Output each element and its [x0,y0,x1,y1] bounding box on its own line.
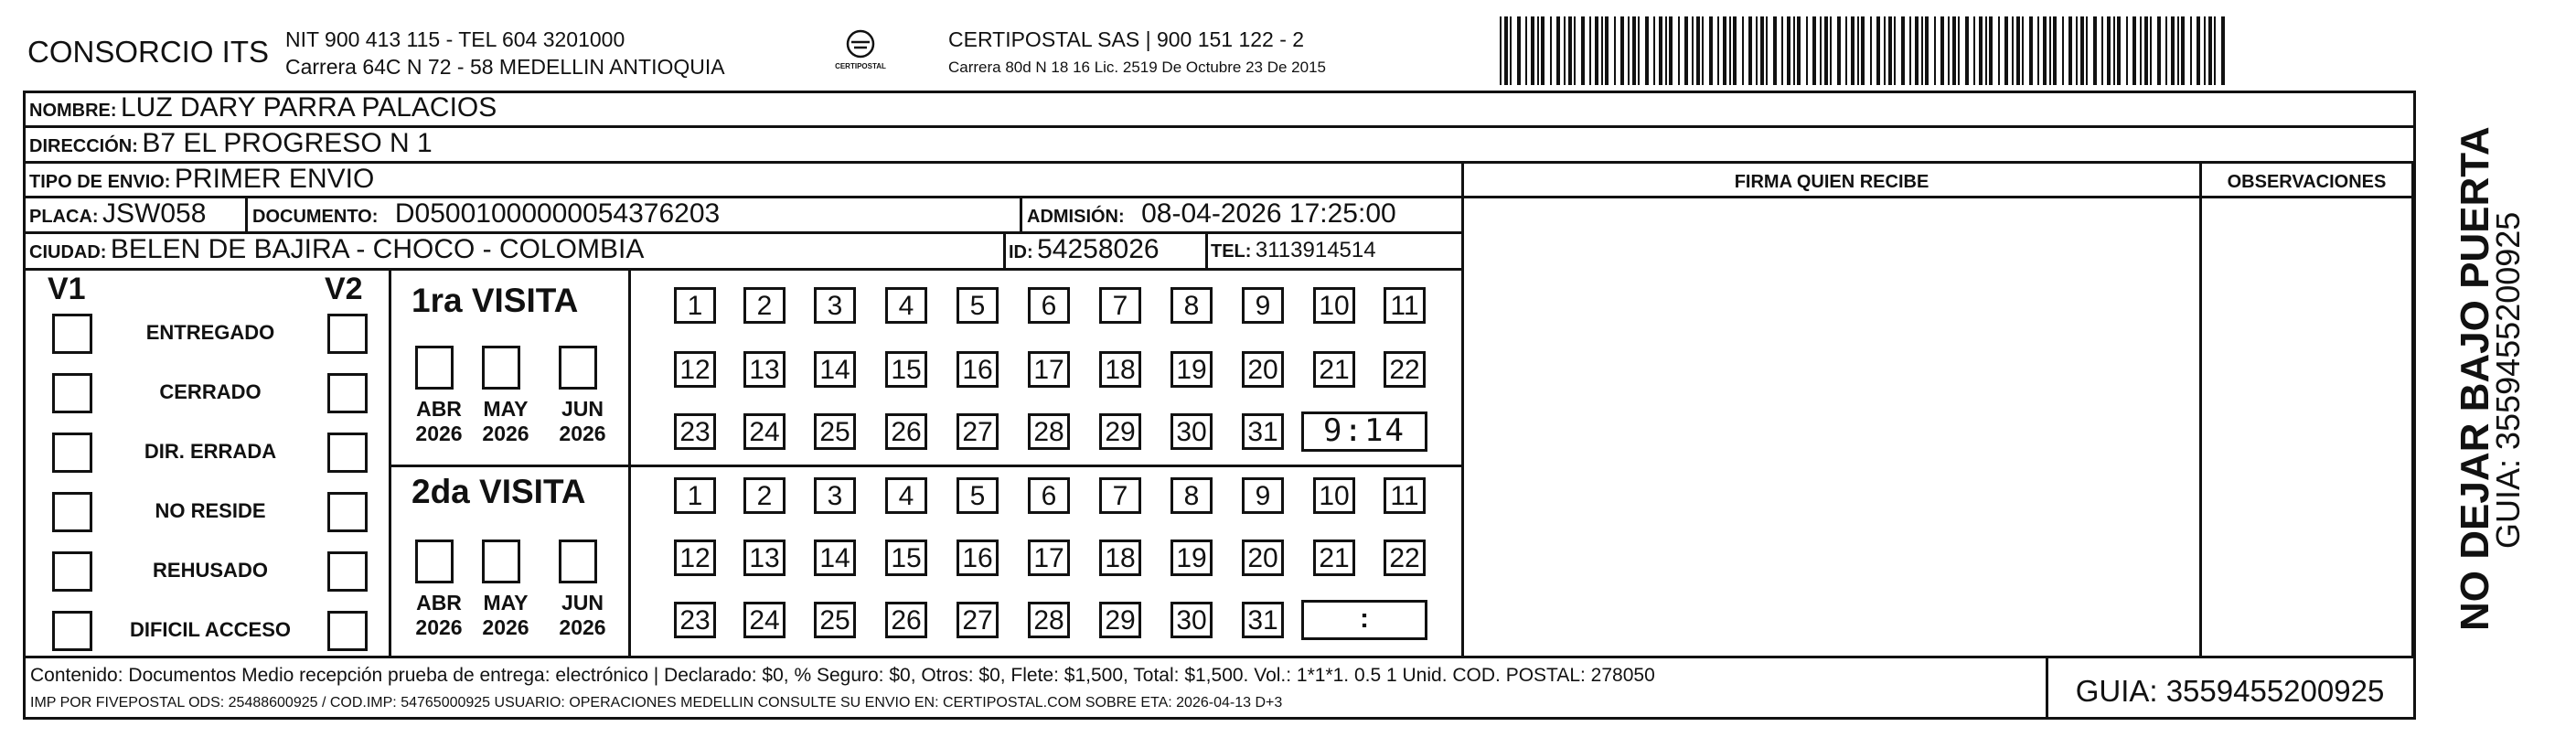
status-v2-checkbox[interactable] [327,314,368,354]
month-checkbox[interactable] [559,346,597,390]
tel-label: TEL: [1211,241,1252,262]
day-cell[interactable]: 25 [814,413,856,450]
day-cell[interactable]: 1 [674,287,716,324]
certipostal-logo [828,27,893,79]
visit1-time-value: 9:14 [1323,412,1406,449]
day-cell[interactable]: 31 [1242,413,1284,450]
visit2-title: 2da VISITA [412,473,586,510]
tipo-label: TIPO DE ENVIO: [29,172,171,192]
ciudad-label: CIUDAD: [29,242,107,262]
direccion-row [29,128,433,159]
status-label: NO RESIDE [155,499,266,522]
day-cell[interactable]: 20 [1242,540,1284,576]
day-cell[interactable]: 23 [674,602,716,638]
status-v1-checkbox[interactable] [52,492,92,532]
status-v1-checkbox[interactable] [52,611,92,651]
v2-label: V2 [325,272,363,306]
tipo-value: PRIMER ENVIO [174,164,375,194]
day-cell[interactable]: 4 [885,477,927,514]
day-cell[interactable]: 5 [957,287,999,324]
day-cell[interactable]: 2 [743,477,786,514]
status-v2-checkbox[interactable] [327,492,368,532]
status-v2-checkbox[interactable] [327,551,368,592]
documento-label: DOCUMENTO: [252,207,379,227]
day-cell[interactable]: 26 [885,413,927,450]
day-cell[interactable]: 9 [1242,477,1284,514]
day-cell[interactable]: 24 [743,602,786,638]
day-cell[interactable]: 7 [1099,287,1141,324]
footer-guia: GUIA: 3559455200925 [2075,674,2385,708]
direccion-value: B7 EL PROGRESO N 1 [142,128,433,158]
firma-header: FIRMA QUIEN RECIBE [1734,172,1929,192]
status-v2-checkbox[interactable] [327,611,368,651]
company-name: CONSORCIO ITS [27,35,270,69]
day-cell[interactable]: 26 [885,602,927,638]
day-cell[interactable]: 23 [674,413,716,450]
logo-text: CERTIPOSTAL [835,62,886,70]
day-cell[interactable]: 11 [1384,287,1426,324]
status-label: CERRADO [159,380,262,403]
day-cell[interactable]: 11 [1384,477,1426,514]
day-cell[interactable]: 19 [1170,540,1213,576]
day-cell[interactable]: 15 [885,540,927,576]
certipostal-license: Carrera 80d N 18 16 Lic. 2519 De Octubre 23 De 2015 [948,59,1326,76]
day-cell[interactable]: 12 [674,540,716,576]
day-cell[interactable]: 17 [1028,540,1070,576]
side-guia: GUIA: 3559455200925 [2489,211,2527,549]
month-label: ABR [416,591,462,614]
day-cell[interactable]: 31 [1242,602,1284,638]
tel-field [1211,238,1376,263]
day-cell[interactable]: 18 [1099,351,1141,388]
status-v1-checkbox[interactable] [52,433,92,473]
day-cell[interactable]: 3 [814,477,856,514]
tipo-row [29,164,374,195]
month-year: 2026 [482,615,529,639]
day-cell[interactable]: 6 [1028,287,1070,324]
id-field [1009,234,1160,265]
day-cell[interactable]: 30 [1170,602,1213,638]
month-year: 2026 [559,615,606,639]
day-cell[interactable]: 29 [1099,602,1141,638]
documento-field [252,198,720,230]
company-address: Carrera 64C N 72 - 58 MEDELLIN ANTIOQUIA [285,55,725,79]
visit1-time-field[interactable] [1301,411,1427,452]
month-year: 2026 [415,422,463,445]
day-cell[interactable]: 6 [1028,477,1070,514]
status-label: ENTREGADO [145,321,275,344]
company-nit: NIT 900 413 115 - TEL 604 3201000 [285,27,625,51]
placa-field [29,198,206,230]
status-v2-checkbox[interactable] [327,373,368,413]
visit1-title: 1ra VISITA [412,282,579,319]
day-cell[interactable]: 20 [1242,351,1284,388]
month-checkbox[interactable] [482,540,520,583]
day-cell[interactable]: 16 [957,540,999,576]
month-label: ABR [416,397,462,421]
month-year: 2026 [415,615,463,639]
day-cell[interactable]: 17 [1028,351,1070,388]
month-checkbox[interactable] [415,346,454,390]
day-cell[interactable]: 21 [1313,540,1355,576]
admision-field [1027,198,1396,230]
month-label: MAY [483,397,529,421]
day-cell[interactable]: 1 [674,477,716,514]
status-label: DIFICIL ACCESO [129,618,291,641]
day-cell[interactable]: 18 [1099,540,1141,576]
day-cell[interactable]: 14 [814,351,856,388]
id-value: 54258026 [1037,234,1160,264]
status-v1-checkbox[interactable] [52,314,92,354]
month-label: JUN [561,397,604,421]
day-cell[interactable]: 27 [957,602,999,638]
day-cell[interactable]: 27 [957,413,999,450]
day-cell[interactable]: 2 [743,287,786,324]
day-cell[interactable]: 13 [743,540,786,576]
day-cell[interactable]: 15 [885,351,927,388]
footer-imp: IMP POR FIVEPOSTAL ODS: 25488600925 / COD.IMP: 54765000925 USUARIO: OPERACIONES MEDELLIN CONSULTE SU ENVIO EN: CERTIPOSTAL.COM SOBRE ETA: 2026-04-13 D+3 [30,695,1283,711]
day-cell[interactable]: 14 [814,540,856,576]
day-cell[interactable]: 10 [1313,477,1355,514]
nombre-row [29,92,497,123]
admision-label: ADMISIÓN: [1027,207,1125,227]
day-cell[interactable]: 8 [1170,287,1213,324]
day-cell[interactable]: 3 [814,287,856,324]
status-label: REHUSADO [153,559,268,582]
month-checkbox[interactable] [415,540,454,583]
day-cell[interactable]: 22 [1384,351,1426,388]
v1-label: V1 [48,272,86,306]
status-v1-checkbox[interactable] [52,551,92,592]
certipostal-name: CERTIPOSTAL SAS | 900 151 122 - 2 [948,27,1305,51]
month-label: JUN [561,591,604,614]
id-label: ID: [1009,242,1033,262]
placa-value: JSW058 [102,198,207,229]
day-cell[interactable]: 8 [1170,477,1213,514]
day-cell[interactable]: 12 [674,351,716,388]
day-cell[interactable]: 5 [957,477,999,514]
status-label: DIR. ERRADA [144,440,277,463]
day-cell[interactable]: 10 [1313,287,1355,324]
footer-contenido: Contenido: Documentos Medio recepción prueba de entrega: electrónico | Declarado: $0, % Seguro: $0, Otros: $0, Flete: $1,500, Total: $1,500. Vol.: 1*1*1. 0.5 1 Unid. COD. POSTAL: 278050 [30,665,1655,686]
placa-label: PLACA: [29,207,99,227]
month-checkbox[interactable] [559,540,597,583]
day-cell[interactable]: 29 [1099,413,1141,450]
observaciones-header: OBSERVACIONES [2227,172,2387,192]
admision-value: 08-04-2026 17:25:00 [1141,198,1396,229]
no-dejar-bajo-puerta: NO DEJAR BAJO PUERTA [2453,126,2497,631]
status-v1-checkbox[interactable] [52,373,92,413]
day-cell[interactable]: 28 [1028,602,1070,638]
day-cell[interactable]: 28 [1028,413,1070,450]
ciudad-field [29,234,644,265]
month-checkbox[interactable] [482,346,520,390]
ciudad-value: BELEN DE BAJIRA - CHOCO - COLOMBIA [110,234,645,264]
visit2-time-value: : [1360,604,1369,634]
day-cell[interactable]: 24 [743,413,786,450]
status-v2-checkbox[interactable] [327,433,368,473]
month-year: 2026 [559,422,606,445]
documento-value: D05001000000054376203 [394,198,721,229]
nombre-label: NOMBRE: [29,101,117,121]
month-year: 2026 [482,422,529,445]
day-cell[interactable]: 19 [1170,351,1213,388]
day-cell[interactable]: 13 [743,351,786,388]
day-cell[interactable]: 22 [1384,540,1426,576]
day-cell[interactable]: 9 [1242,287,1284,324]
day-cell[interactable]: 21 [1313,351,1355,388]
day-cell[interactable]: 25 [814,602,856,638]
day-cell[interactable]: 30 [1170,413,1213,450]
day-cell[interactable]: 16 [957,351,999,388]
day-cell[interactable]: 4 [885,287,927,324]
barcode [1500,16,2227,85]
day-cell[interactable]: 7 [1099,477,1141,514]
tel-value: 3113914514 [1255,238,1376,262]
direccion-label: DIRECCIÓN: [29,136,138,156]
month-label: MAY [483,591,529,614]
nombre-value: LUZ DARY PARRA PALACIOS [121,92,497,123]
visit2-time-field[interactable] [1301,600,1427,640]
